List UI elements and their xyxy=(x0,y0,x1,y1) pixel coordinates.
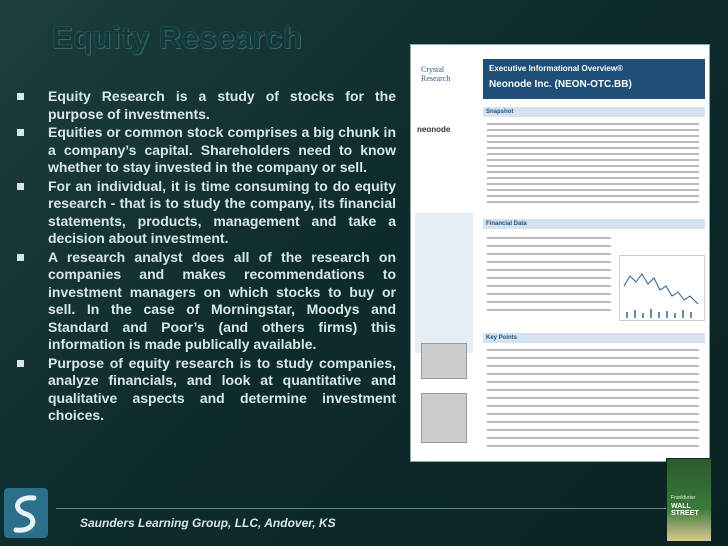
text-line xyxy=(487,293,611,295)
ereader-image xyxy=(421,393,467,443)
text-line xyxy=(487,261,611,263)
square-bullet-icon xyxy=(17,360,24,367)
slide-title: Equity Research xyxy=(52,20,303,55)
text-line xyxy=(487,405,699,407)
text-line xyxy=(487,129,699,131)
text-line xyxy=(487,195,699,197)
text-line xyxy=(487,277,611,279)
bullet-text: Equity Research is a study of stocks for the purpose of investments. xyxy=(48,88,396,122)
text-line xyxy=(487,381,699,383)
device-image xyxy=(421,343,467,379)
square-bullet-icon xyxy=(17,129,24,136)
book-cover-line2: WALL STREET xyxy=(671,503,699,517)
bullet-item xyxy=(14,178,396,248)
text-line xyxy=(487,201,699,203)
bullet-text: Equities or common stock comprises a big chunk in a company’s capital. Shareholders need to know whether to stay invested in the company or sell. xyxy=(48,124,396,175)
bullet-text: Purpose of equity research is to study companies, analyze financials, and look at quantitative and qualitative aspects and determine investment choices. xyxy=(48,354,396,423)
text-line xyxy=(487,285,611,287)
text-line xyxy=(487,165,699,167)
text-line xyxy=(487,135,699,137)
key-points-header: Key Points xyxy=(483,333,705,343)
bullet-text: A research analyst does all of the research on companies and makes recommendations to investment managers on which stocks to buy or sell. In the case of Morningstar, Moodys and Standard and Poor’s (and others firms) this information is made publically available. xyxy=(48,248,396,352)
text-line xyxy=(487,153,699,155)
bullet-item xyxy=(14,124,396,177)
text-line xyxy=(487,237,611,239)
stock-chart-line xyxy=(620,256,706,322)
bullet-item xyxy=(14,249,396,354)
text-line xyxy=(487,437,699,439)
text-line xyxy=(487,171,699,173)
square-bullet-icon xyxy=(17,183,24,190)
square-bullet-icon xyxy=(17,254,24,261)
text-line xyxy=(487,349,699,351)
stock-chart-thumbnail xyxy=(619,255,705,321)
research-report-image xyxy=(410,44,710,462)
text-line xyxy=(487,301,611,303)
square-bullet-icon xyxy=(17,93,24,100)
text-line xyxy=(487,269,611,271)
text-line xyxy=(487,365,699,367)
text-line xyxy=(487,413,699,415)
text-line xyxy=(487,445,699,447)
snapshot-header: Snapshot xyxy=(483,107,705,117)
text-line xyxy=(487,177,699,179)
report-header-line2: Neonode Inc. (NEON-OTC.BB) xyxy=(489,79,632,90)
bullet-list xyxy=(14,88,396,426)
bullet-text: For an individual, it is time consuming to do equity research - that is to study the company, its financial statements, products, management and take a decision about investment. xyxy=(48,177,396,246)
book-cover-line1: Frankfurter xyxy=(671,495,696,501)
text-line xyxy=(487,253,611,255)
book-cover-image xyxy=(666,458,712,542)
text-line xyxy=(487,421,699,423)
text-line xyxy=(487,189,699,191)
text-line xyxy=(487,373,699,375)
report-header-line1: Executive Informational Overview® xyxy=(489,64,623,73)
swirl-logo-icon xyxy=(4,488,48,538)
text-line xyxy=(487,397,699,399)
text-line xyxy=(487,123,699,125)
report-header xyxy=(483,59,705,99)
text-line xyxy=(487,309,611,311)
text-line xyxy=(487,159,699,161)
text-line xyxy=(487,141,699,143)
text-line xyxy=(487,183,699,185)
contact-sidebar xyxy=(415,213,473,353)
bullet-item xyxy=(14,355,396,425)
text-line xyxy=(487,245,611,247)
crystal-research-logo: Crystal Research xyxy=(421,65,451,83)
bullet-item xyxy=(14,88,396,123)
text-line xyxy=(487,429,699,431)
report-logo xyxy=(417,53,473,99)
footer-text: Saunders Learning Group, LLC, Andover, KS xyxy=(80,516,336,530)
financial-data-header: Financial Data xyxy=(483,219,705,229)
text-line xyxy=(487,389,699,391)
footer-divider xyxy=(56,508,666,509)
neonode-logo: neonode xyxy=(417,125,451,134)
text-line xyxy=(487,357,699,359)
text-line xyxy=(487,147,699,149)
